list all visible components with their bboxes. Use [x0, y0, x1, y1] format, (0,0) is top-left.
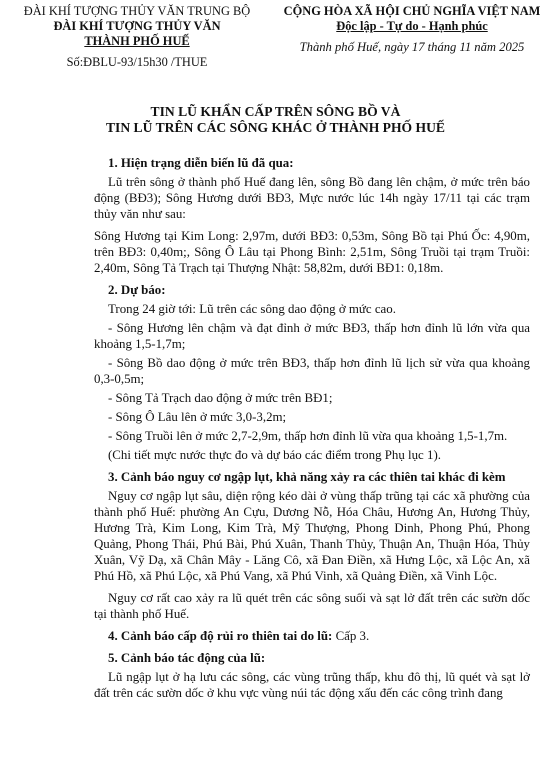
parent-agency: ĐÀI KHÍ TƯỢNG THỦY VĂN TRUNG BỘ — [23, 4, 251, 18]
risk-level-value: Cấp 3. — [335, 629, 370, 643]
section-1-water-levels: Sông Hương tại Kim Long: 2,97m, dưới BĐ3: 0,53m, Sông Bồ tại Phú Ốc: 4,90m, trên BĐ3: 0,40m;, Sông Ô Lâu tại Phong Bình: 2,51m, Sông Truồi tại trạm Truồi: 2,40m, Sông Tả Trạch tại Thượng Nhật: 58,82m, dưới BĐ1: 0,18m. — [94, 229, 530, 275]
forecast-item: - Sông Truồi lên ở mức 2,7-2,9m, thấp hơn đỉnh lũ vừa qua khoảng 1,5-1,7m. — [108, 429, 508, 443]
issue-date: Thành phố Huế, ngày 17 tháng 11 năm 2025 — [299, 40, 525, 54]
section-4-heading — [94, 628, 530, 644]
issuing-agency-block — [6, 4, 268, 70]
section-4-heading-text: 4. Cảnh báo cấp độ rủi ro thiên tai do lũ: — [108, 629, 333, 643]
section-3-heading: 3. Cảnh báo nguy cơ ngập lụt, khả năng xảy ra các thiên tai khác đi kèm — [108, 470, 506, 484]
forecast-summary: Trong 24 giờ tới: Lũ trên các sông dao động ở mức cao. — [108, 302, 396, 316]
forecast-item: - Sông Tả Trạch dao động ở mức trên BĐ1; — [108, 391, 333, 405]
forecast-note: (Chi tiết mực nước thực đo và dự báo các điểm trong Phụ lục 1). — [108, 448, 441, 462]
section-1-paragraph: Lũ trên sông ở thành phố Huế đang lên, sông Bồ đang lên chậm, ở mức trên báo động (BĐ3); Sông Hương dưới BĐ3, Mực nước lúc 14h ngày 17/11 tại các trạm thủy văn như sau: — [94, 175, 530, 221]
section-5-heading: 5. Cảnh báo tác động của lũ: — [108, 651, 266, 665]
document-title — [0, 104, 551, 136]
forecast-item: - Sông Ô Lâu lên ở mức 3,0-3,2m; — [108, 410, 287, 424]
section-2-heading: 2. Dự báo: — [108, 283, 166, 297]
agency-name: ĐÀI KHÍ TƯỢNG THỦY VĂN — [53, 19, 221, 33]
country-name: CỘNG HÒA XÃ HỘI CHỦ NGHĨA VIỆT NAM — [283, 4, 541, 18]
document-body — [94, 155, 530, 701]
document-number: Số:ĐBLU-93/15h30 /THUE — [66, 55, 208, 69]
flood-risk-paragraph: Nguy cơ ngập lụt sâu, diện rộng kéo dài ở vùng thấp trũng tại các xã phường của thành phố Huế: phường An Cựu, Dương Nỗ, Hóa Châu, Hương An, Hương Thủy, Hương Trà, Kim Long, Kim Trà, Mỹ Thượng, Phong Dinh, Phong Phú, Phong Quảng, Phong Thái, Phú Bài, Phú Xuân, Thanh Thủy, Thuận An, Thuận Hóa, Thủy Xuân, Vỹ Dạ, xã Chân Mây - Lăng Cô, xã Đan Điền, xã Hưng Lộc, xã Lộc An, xã Phú Hồ, xã Phú Lộc, xã Phú Vang, xã Phú Vinh, xã Quảng Điền, xã Vinh Lộc. — [94, 489, 530, 583]
title-line-2: TIN LŨ TRÊN CÁC SÔNG KHÁC Ở THÀNH PHỐ HUẾ — [105, 120, 445, 135]
section-1-heading: 1. Hiện trạng diễn biến lũ đã qua: — [108, 156, 294, 170]
national-motto-block — [276, 4, 548, 55]
forecast-item: - Sông Hương lên chậm và đạt đỉnh ở mức BĐ3, thấp hơn đỉnh lũ lớn vừa qua khoảng 1,5-1,7m; — [94, 321, 530, 351]
title-line-1: TIN LŨ KHẨN CẤP TRÊN SÔNG BỒ VÀ — [150, 104, 401, 119]
motto: Độc lập - Tự do - Hạnh phúc — [336, 19, 488, 33]
agency-city: THÀNH PHỐ HUẾ — [84, 34, 190, 48]
forecast-item: - Sông Bồ dao động ở mức trên BĐ3, thấp hơn đỉnh lũ lịch sử vừa qua khoảng 0,3-0,5m; — [94, 356, 530, 386]
flash-flood-paragraph: Nguy cơ rất cao xảy ra lũ quét trên các sông suối và sạt lở đất trên các sườn dốc tại thành phố Huế. — [94, 591, 530, 621]
impact-paragraph: Lũ ngập lụt ở hạ lưu các sông, các vùng trũng thấp, khu đô thị, lũ quét và sạt lở đất trên các sườn dốc ở khu vực vùng núi tác động xấu đến các công trình đang — [94, 670, 530, 700]
